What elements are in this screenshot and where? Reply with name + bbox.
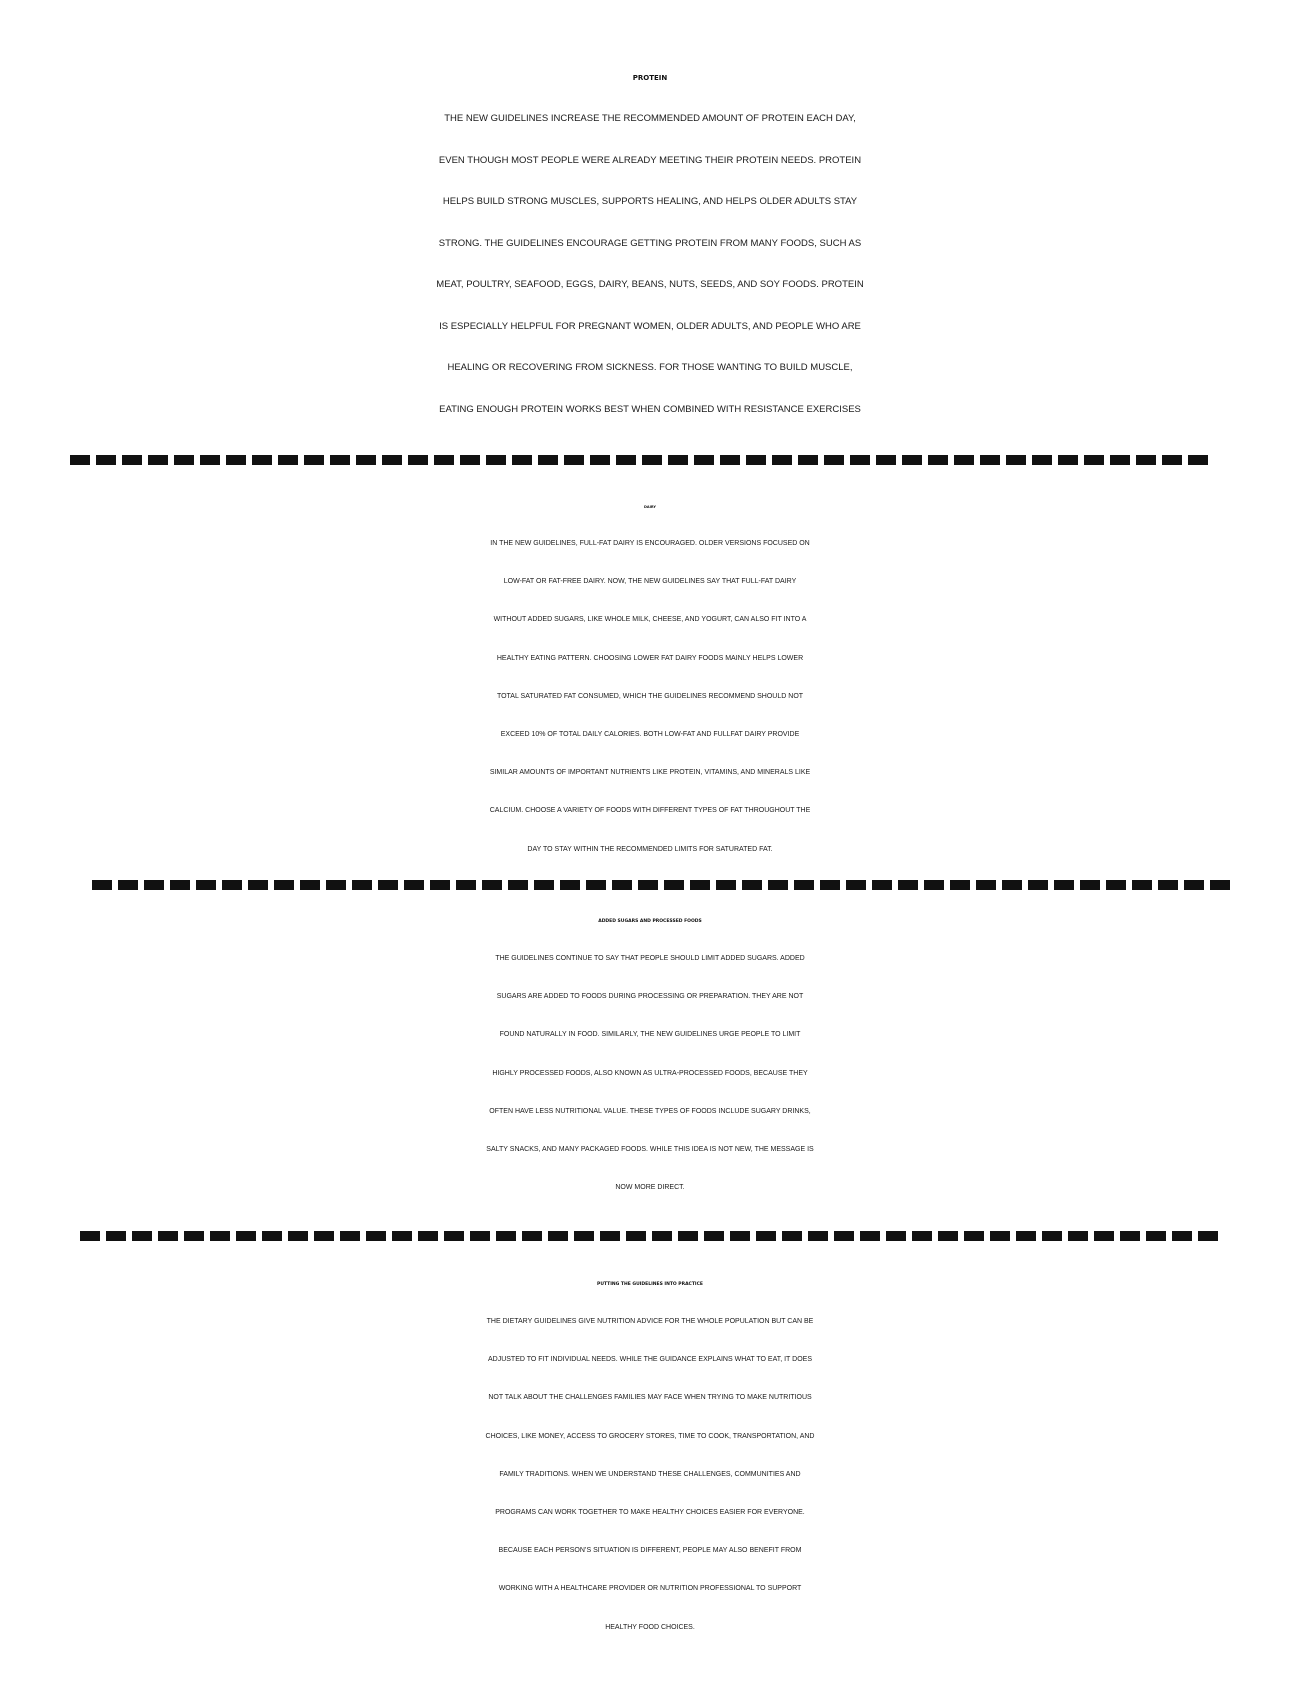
text-line: BECAUSE EACH PERSON’S SITUATION IS DIFFERENT, PEOPLE MAY ALSO BENEFIT FROM (498, 1547, 802, 1555)
section-heading-putting-into-practice: PUTTING THE GUIDELINES INTO PRACTICE (597, 1282, 703, 1287)
text-line: STRONG. THE GUIDELINES ENCOURAGE GETTING PROTEIN FROM MANY FOODS, SUCH AS (438, 237, 862, 249)
text-line: THE NEW GUIDELINES INCREASE THE RECOMMENDED AMOUNT OF PROTEIN EACH DAY, (444, 113, 856, 124)
text-line: WITHOUT ADDED SUGARS, LIKE WHOLE MILK, CHEESE, AND YOGURT, CAN ALSO FIT INTO A (493, 616, 807, 624)
text-line: TOTAL SATURATED FAT CONSUMED, WHICH THE GUIDELINES RECOMMEND SHOULD NOT (496, 692, 804, 700)
text-line: PROGRAMS CAN WORK TOGETHER TO MAKE HEALTHY CHOICES EASIER FOR EVERYONE. (495, 1509, 805, 1517)
text-line: FAMILY TRADITIONS. WHEN WE UNDERSTAND THESE CHALLENGES, COMMUNITIES AND (499, 1470, 801, 1478)
text-line: IS ESPECIALLY HELPFUL FOR PREGNANT WOMEN, OLDER ADULTS, AND PEOPLE WHO ARE (439, 320, 861, 332)
section-body-putting-into-practice (0, 1303, 1300, 1647)
section-body-dairy (0, 525, 1300, 869)
section-heading-dairy: DAIRY (644, 505, 656, 509)
section-body-protein (0, 98, 1300, 430)
section-heading-added-sugars: ADDED SUGARS AND PROCESSED FOODS (598, 919, 702, 924)
text-line: DAY TO STAY WITHIN THE RECOMMENDED LIMITS FOR SATURATED FAT. (527, 845, 773, 853)
dashed-divider (80, 1231, 1220, 1241)
text-line: MEAT, POULTRY, SEAFOOD, EGGS, DAIRY, BEANS, NUTS, SEEDS, AND SOY FOODS. PROTEIN (436, 279, 864, 290)
text-line: LOW-FAT OR FAT-FREE DAIRY. NOW, THE NEW GUIDELINES SAY THAT FULL-FAT DAIRY (503, 578, 797, 586)
text-line: EATING ENOUGH PROTEIN WORKS BEST WHEN COMBINED WITH RESISTANCE EXERCISES (439, 403, 861, 415)
text-line: HEALING OR RECOVERING FROM SICKNESS. FOR THOSE WANTING TO BUILD MUSCLE, (447, 362, 853, 373)
text-line: HELPS BUILD STRONG MUSCLES, SUPPORTS HEALING, AND HELPS OLDER ADULTS STAY (442, 196, 858, 207)
text-line: CHOICES, LIKE MONEY, ACCESS TO GROCERY STORES, TIME TO COOK, TRANSPORTATION, AND (485, 1432, 815, 1440)
section-added-sugars (0, 904, 1300, 1207)
text-line: EVEN THOUGH MOST PEOPLE WERE ALREADY MEETING THEIR PROTEIN NEEDS. PROTEIN (438, 154, 862, 166)
text-line: HEALTHY EATING PATTERN. CHOOSING LOWER FAT DAIRY FOODS MAINLY HELPS LOWER (496, 654, 804, 662)
text-line: WORKING WITH A HEALTHCARE PROVIDER OR NUTRITION PROFESSIONAL TO SUPPORT (498, 1585, 802, 1593)
text-line: SIMILAR AMOUNTS OF IMPORTANT NUTRIENTS LIKE PROTEIN, VITAMINS, AND MINERALS LIKE (489, 769, 811, 777)
text-line: NOW MORE DIRECT. (615, 1184, 685, 1192)
section-heading-protein: PROTEIN (632, 74, 668, 82)
text-line: IN THE NEW GUIDELINES, FULL-FAT DAIRY IS ENCOURAGED. OLDER VERSIONS FOCUSED ON (490, 540, 810, 547)
text-line: THE GUIDELINES CONTINUE TO SAY THAT PEOPLE SHOULD LIMIT ADDED SUGARS. ADDED (495, 955, 805, 962)
section-protein (0, 58, 1300, 430)
dashed-divider (70, 455, 1210, 465)
section-dairy (0, 489, 1300, 869)
text-line: OFTEN HAVE LESS NUTRITIONAL VALUE. THESE TYPES OF FOODS INCLUDE SUGARY DRINKS, (489, 1107, 811, 1115)
text-line: EXCEED 10% OF TOTAL DAILY CALORIES. BOTH LOW-FAT AND FULLFAT DAIRY PROVIDE (500, 731, 800, 739)
text-line: ADJUSTED TO FIT INDIVIDUAL NEEDS. WHILE THE GUIDANCE EXPLAINS WHAT TO EAT, IT DOES (487, 1356, 812, 1364)
text-line: SUGARS ARE ADDED TO FOODS DURING PROCESSING OR PREPARATION. THEY ARE NOT (496, 993, 804, 1001)
text-line: HEALTHY FOOD CHOICES. (605, 1623, 695, 1631)
text-line: CALCIUM. CHOOSE A VARIETY OF FOODS WITH DIFFERENT TYPES OF FAT THROUGHOUT THE (489, 807, 811, 815)
text-line: FOUND NATURALLY IN FOOD. SIMILARLY, THE NEW GUIDELINES URGE PEOPLE TO LIMIT (499, 1031, 801, 1039)
text-line: NOT TALK ABOUT THE CHALLENGES FAMILIES MAY FACE WHEN TRYING TO MAKE NUTRITIOUS (488, 1394, 812, 1402)
text-line: HIGHLY PROCESSED FOODS, ALSO KNOWN AS ULTRA-PROCESSED FOODS, BECAUSE THEY (492, 1069, 808, 1077)
text-line: SALTY SNACKS, AND MANY PACKAGED FOODS. WHILE THIS IDEA IS NOT NEW, THE MESSAGE IS (486, 1146, 814, 1154)
section-body-added-sugars (0, 940, 1300, 1207)
dashed-divider (92, 880, 1230, 890)
text-line: THE DIETARY GUIDELINES GIVE NUTRITION ADVICE FOR THE WHOLE POPULATION BUT CAN BE (486, 1318, 814, 1325)
section-putting-into-practice (0, 1267, 1300, 1647)
